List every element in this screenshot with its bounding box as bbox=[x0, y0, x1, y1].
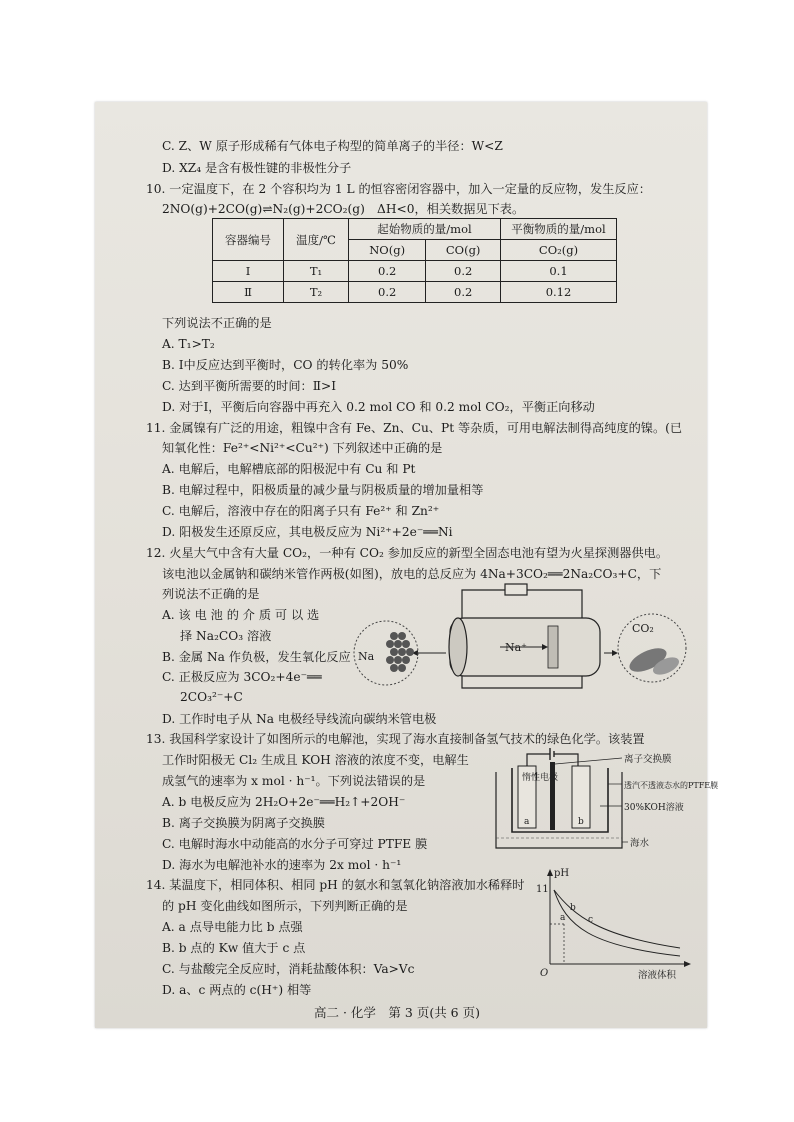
ptfe-label: 透汽不透液态水的PTFE膜 bbox=[624, 781, 719, 790]
leader-membrane bbox=[555, 758, 622, 764]
cell-no: 0.2 bbox=[349, 261, 426, 282]
sodium-label: Na bbox=[358, 650, 375, 663]
electrode-a-letter: a bbox=[524, 817, 530, 827]
q10-equation: 2NO(g)+2CO(g)⇌N₂(g)+2CO₂(g) ΔH<0，相关数据见下表。 bbox=[162, 202, 525, 216]
th-co: CO(g) bbox=[426, 240, 501, 261]
membrane-label: 离子交换膜 bbox=[624, 754, 672, 765]
x-axis-label: 溶液体积 bbox=[638, 970, 677, 981]
q14-option-d: D. a、c 两点的 c(H⁺) 相等 bbox=[162, 983, 312, 997]
q12-stem-cont: 该电池以金属钠和碳纳米管作两极(如图)，放电的总反应为 4Na+3CO₂══2Na₂CO₃+C，下 bbox=[162, 567, 662, 581]
q12-option-b: B. 金属 Na 作负极，发生氧化反应 bbox=[162, 650, 351, 664]
koh-label: 30%KOH溶液 bbox=[624, 803, 684, 813]
table-row bbox=[213, 282, 617, 303]
q10-option-d: D. 对于Ⅰ，平衡后向容器中再充入 0.2 mol CO 和 0.2 mol CO₂，平衡正向移动 bbox=[162, 400, 595, 414]
q14-stem-cont: 的 pH 变化曲线如图所示，下列判断正确的是 bbox=[162, 899, 408, 913]
cell-co2: 0.12 bbox=[501, 282, 617, 303]
y-tick-label: 11 bbox=[536, 884, 549, 895]
electrode-b-letter: b bbox=[578, 817, 584, 827]
wire-right bbox=[554, 754, 578, 766]
point-c-label: c bbox=[588, 915, 594, 925]
cell-co2: 0.1 bbox=[501, 261, 617, 282]
q14-option-a: A. a 点导电能力比 b 点强 bbox=[162, 920, 303, 934]
q14-option-c: C. 与盐酸完全反应时，消耗盐酸体积：Va>Vc bbox=[162, 962, 415, 976]
x-axis-arrow-icon bbox=[684, 961, 691, 967]
y-axis-label: pH bbox=[554, 868, 570, 879]
q11-option-c: C. 电解后，溶液中存在的阳离子只有 Fe²⁺ 和 Zn²⁺ bbox=[162, 504, 440, 518]
q11-option-d: D. 阳极发生还原反应，其电极反应为 Ni²⁺+2e⁻══Ni bbox=[162, 525, 453, 539]
q12-battery-figure bbox=[350, 578, 690, 708]
wire-left bbox=[527, 754, 550, 766]
anode-end bbox=[449, 618, 467, 676]
electrode-a-label: 惰性电极 bbox=[522, 773, 559, 783]
q12-option-d: D. 工作时电子从 Na 电极经导线流向碳纳米管电极 bbox=[162, 712, 437, 726]
th-co2: CO₂(g) bbox=[501, 240, 617, 261]
q14-stem: 14. 某温度下，相同体积、相同 pH 的氨水和氢氧化钠溶液加水稀释时 bbox=[146, 878, 525, 892]
q13-option-d: D. 海水为电解池补水的速率为 2x mol · h⁻¹ bbox=[162, 858, 402, 872]
th-temperature: 温度/℃ bbox=[284, 219, 349, 261]
origin-label: O bbox=[540, 968, 549, 979]
q9-option-c: C. Z、W 原子形成稀有气体电子构型的简单离子的半径：W<Z bbox=[162, 139, 503, 153]
seawater-label: 海水 bbox=[630, 838, 650, 849]
y-axis-arrow-icon bbox=[547, 869, 553, 876]
seawater-tank bbox=[496, 772, 622, 848]
q12-option-a-cont: 择 Na₂CO₃ 溶液 bbox=[180, 629, 272, 643]
cell-no: 0.2 bbox=[349, 282, 426, 303]
point-b-label: b bbox=[570, 903, 576, 913]
q10-option-a: A. T₁>T₂ bbox=[162, 337, 215, 351]
q9-option-d: D. XZ₄ 是含有极性键的非极性分子 bbox=[162, 161, 352, 175]
page-footer: 高二 · 化学 第 3 页(共 6 页) bbox=[314, 1005, 480, 1020]
q13-stem: 13. 我国科学家设计了如图所示的电解池，实现了海水直接制备氢气技术的绿色化学。该装置 bbox=[146, 732, 645, 746]
q13-electrolysis-figure bbox=[490, 744, 719, 864]
q11-option-b: B. 电解过程中，阳极质量的减少量与阴极质量的增加量相等 bbox=[162, 483, 484, 497]
cell-co: 0.2 bbox=[426, 282, 501, 303]
cell-co: 0.2 bbox=[426, 261, 501, 282]
th-container-id: 容器编号 bbox=[213, 219, 284, 261]
cell-id: Ⅱ bbox=[213, 282, 284, 303]
q11-stem: 11. 金属镍有广泛的用途，粗镍中含有 Fe、Zn、Cu、Pt 等杂质，可用电解法制得高纯度的镍。(已 bbox=[146, 421, 683, 435]
cell-temp: T₂ bbox=[284, 282, 349, 303]
sodium-atoms-icon bbox=[386, 632, 414, 672]
q14-option-b: B. b 点的 Kw 值大于 c 点 bbox=[162, 941, 306, 955]
cell-temp: T₁ bbox=[284, 261, 349, 282]
q12-prompt: 列说法不正确的是 bbox=[162, 587, 260, 601]
q13-stem-cont2: 成氢气的速率为 x mol · h⁻¹。下列说法错误的是 bbox=[162, 774, 426, 788]
th-initial-amount: 起始物质的量/mol bbox=[349, 219, 501, 240]
table-row bbox=[213, 261, 617, 282]
q10-stem: 10. 一定温度下，在 2 个容积均为 1 L 的恒容密闭容器中，加入一定量的反应物，发生反应： bbox=[146, 182, 651, 196]
curve-naoh bbox=[554, 890, 680, 956]
cathode-plate bbox=[548, 626, 558, 668]
q13-option-b: B. 离子交换膜为阴离子交换膜 bbox=[162, 816, 325, 830]
carbon-nanotube-icon bbox=[626, 643, 682, 678]
q12-stem: 12. 火星大气中含有大量 CO₂，一种有 CO₂ 参加反应的新型全固态电池有望为火星探测器供电。 bbox=[146, 546, 669, 560]
cell-id: Ⅰ bbox=[213, 261, 284, 282]
co2-label: CO₂ bbox=[632, 622, 654, 635]
q11-stem-cont: 知氧化性：Fe²⁺<Ni²⁺<Cu²⁺) 下列叙述中正确的是 bbox=[162, 441, 443, 455]
sodium-ion-label: Na⁺ bbox=[505, 641, 527, 654]
q10-data-table bbox=[212, 218, 617, 303]
q13-stem-cont: 工作时阳极无 Cl₂ 生成且 KOH 溶液的浓度不变，电解生 bbox=[162, 753, 469, 767]
th-equilibrium-amount: 平衡物质的量/mol bbox=[501, 219, 617, 240]
q10-option-c: C. 达到平衡所需要的时间：Ⅱ>Ⅰ bbox=[162, 379, 337, 393]
arrow-right-icon bbox=[612, 650, 618, 656]
load-resistor-icon bbox=[505, 584, 527, 595]
curve-ammonia bbox=[554, 890, 680, 948]
q13-option-a: A. b 电极反应为 2H₂O+2e⁻══H₂↑+2OH⁻ bbox=[162, 795, 406, 809]
point-a-label: a bbox=[560, 913, 566, 923]
q10-option-b: B. Ⅰ中反应达到平衡时，CO 的转化率为 50% bbox=[162, 358, 409, 372]
q14-ph-chart bbox=[530, 866, 700, 980]
q12-option-c: C. 正极反应为 3CO₂+4e⁻══ bbox=[162, 670, 322, 684]
q13-option-c: C. 电解时海水中动能高的水分子可穿过 PTFE 膜 bbox=[162, 837, 428, 851]
th-no: NO(g) bbox=[349, 240, 426, 261]
q11-option-a: A. 电解后，电解槽底部的阳极泥中有 Cu 和 Pt bbox=[162, 462, 416, 476]
q12-option-c-cont: 2CO₃²⁻+C bbox=[180, 690, 243, 704]
q12-option-a: A. 该 电 池 的 介 质 可 以 选 bbox=[162, 608, 320, 622]
q10-prompt: 下列说法不正确的是 bbox=[162, 316, 272, 330]
